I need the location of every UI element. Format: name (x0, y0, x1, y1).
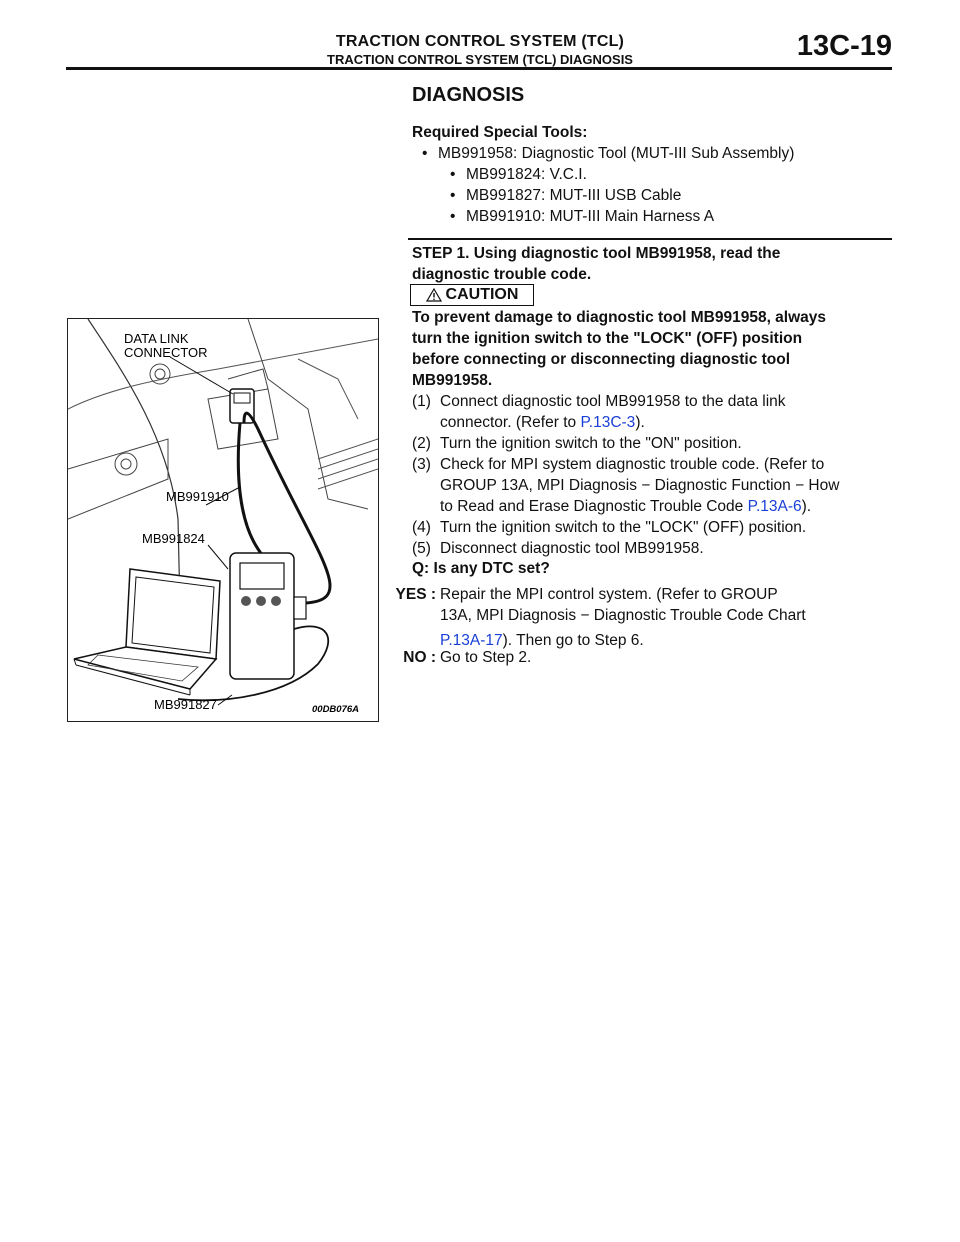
caution-label: CAUTION (445, 286, 519, 303)
tool-text: MB991958: Diagnostic Tool (MUT-III Sub Assembly) (438, 145, 795, 162)
step-heading-line: STEP 1. Using diagnostic tool MB991958, read the (412, 245, 781, 262)
answer-yes (376, 584, 896, 651)
item-text: ). (801, 498, 812, 515)
yes-label: YES : (395, 586, 436, 603)
tool-text: MB991827: MUT-III USB Cable (466, 187, 682, 204)
header-rule (66, 67, 892, 70)
tool-item (412, 143, 892, 164)
item-text: Connect diagnostic tool MB991958 to the data link (440, 393, 786, 410)
section-title: DIAGNOSIS (412, 84, 525, 106)
label-mb991827: MB991827 (154, 697, 217, 712)
caution-line: MB991958. (412, 372, 493, 389)
warning-triangle-icon (426, 288, 442, 302)
caution-line: To prevent damage to diagnostic tool MB991958, always (412, 309, 827, 326)
item-number: (4) (412, 519, 431, 536)
step-heading-line: diagnostic trouble code. (412, 266, 592, 283)
label-data-link-connector: CONNECTOR (124, 345, 208, 360)
bullet-icon: • (422, 145, 428, 162)
item-text: Check for MPI system diagnostic trouble code. (Refer to (440, 456, 825, 473)
no-label: NO : (403, 649, 436, 666)
running-header-subtitle: TRACTION CONTROL SYSTEM (TCL) DIAGNOSIS (327, 52, 633, 67)
procedure-item (412, 454, 892, 517)
procedure-list (412, 391, 892, 559)
page-reference-link[interactable]: P.13A-17 (440, 632, 503, 649)
bullet-icon: • (450, 187, 456, 204)
tool-item (412, 206, 892, 227)
item-number: (1) (412, 393, 431, 410)
item-text: to Read and Erase Diagnostic Trouble Code (440, 498, 748, 515)
label-data-link-connector: DATA LINK (124, 331, 189, 346)
step-rule (408, 238, 892, 240)
item-text: GROUP 13A, MPI Diagnosis − Diagnostic Function − How (440, 477, 840, 494)
page-reference-link[interactable]: P.13C-3 (580, 414, 636, 431)
label-mb991910: MB991910 (166, 489, 229, 504)
caution-text (412, 307, 892, 391)
tool-text: MB991910: MUT-III Main Harness A (466, 208, 715, 225)
figure-code: 00DB076A (312, 704, 359, 715)
bullet-icon: • (450, 166, 456, 183)
item-text: connector. (Refer to (440, 414, 581, 431)
item-number: (2) (412, 435, 431, 452)
yes-text: Repair the MPI control system. (Refer to GROUP (440, 586, 778, 603)
procedure-item (412, 538, 892, 559)
question: Q: Is any DTC set? (412, 560, 550, 577)
procedure-item (412, 517, 892, 538)
item-text: ). (635, 414, 645, 431)
connection-illustration (67, 318, 379, 722)
yes-text: ). Then go to Step 6. (502, 632, 644, 649)
item-number: (5) (412, 540, 431, 557)
no-text: Go to Step 2. (440, 649, 532, 666)
item-text: Disconnect diagnostic tool MB991958. (440, 540, 704, 557)
required-tools (412, 122, 892, 227)
tools-heading: Required Special Tools: (412, 124, 588, 141)
tool-item (412, 185, 892, 206)
page-number: 13C-19 (796, 30, 892, 62)
caution-box (410, 284, 534, 306)
caution-line: before connecting or disconnecting diagnostic tool (412, 351, 791, 368)
caution-line: turn the ignition switch to the "LOCK" (OFF) position (412, 330, 803, 347)
bullet-icon: • (450, 208, 456, 225)
answer-no (376, 647, 896, 668)
procedure-item (412, 433, 892, 454)
page-reference-link[interactable]: P.13A-6 (747, 498, 802, 515)
item-number: (3) (412, 456, 431, 473)
step-heading (412, 243, 892, 285)
item-text: Turn the ignition switch to the "ON" position. (440, 435, 742, 452)
running-header-title: TRACTION CONTROL SYSTEM (TCL) (335, 33, 625, 50)
label-mb991824: MB991824 (142, 531, 205, 546)
yes-text: 13A, MPI Diagnosis − Diagnostic Trouble Code Chart (440, 607, 806, 624)
item-text: Turn the ignition switch to the "LOCK" (OFF) position. (440, 519, 807, 536)
tool-text: MB991824: V.C.I. (466, 166, 587, 183)
procedure-item (412, 391, 892, 433)
illustration-drawing (68, 319, 378, 721)
tool-item (412, 164, 892, 185)
